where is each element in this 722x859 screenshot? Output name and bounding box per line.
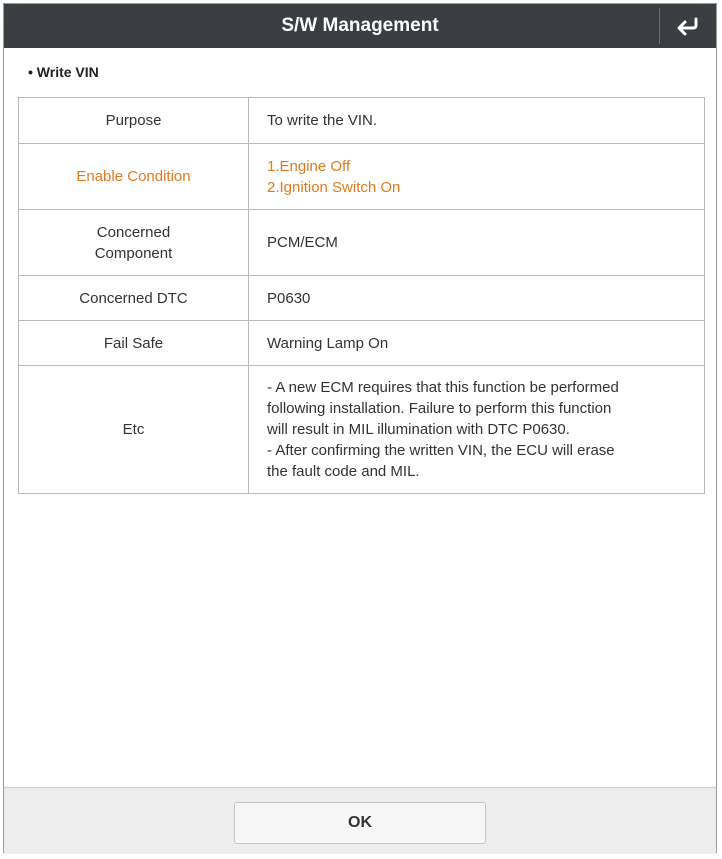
table-row [19,144,705,210]
ok-button[interactable]: OK [234,802,486,844]
row-value [249,210,705,276]
info-table [18,97,705,494]
label-line: Component [94,244,173,262]
row-value [249,98,705,144]
value-line: - A new ECM requires that this function be performed [267,379,619,396]
row-value [249,144,705,210]
section-label: • Write VIN [28,64,99,80]
row-value [249,366,705,494]
value-line: PCM/ECM [267,234,338,251]
value-line: 2.Ignition Switch On [267,178,401,196]
return-arrow-icon [675,16,701,36]
row-label: Etc [19,366,249,494]
page-title: S/W Management [281,15,439,36]
value-line: Warning Lamp On [267,334,389,352]
table-row [19,98,705,144]
row-label [19,210,249,276]
value-line: To write the VIN. [267,112,378,129]
table-row [19,366,705,494]
value-line: will result in MIL illumination with DTC P0630. [267,421,570,438]
row-label: Purpose [19,98,249,144]
row-label: Fail Safe [19,321,249,366]
dialog-footer [4,787,716,854]
dialog-window [3,3,717,853]
table-row [19,210,705,276]
row-label: Concerned DTC [19,276,249,321]
value-line: P0630 [267,289,311,307]
value-line: following installation. Failure to perform this function [267,400,612,417]
table-row [19,276,705,321]
value-line: - After confirming the written VIN, the ECU will erase [267,442,615,459]
label-line: Concerned [96,223,171,241]
row-value [249,321,705,366]
value-line: the fault code and MIL. [267,463,420,480]
row-value [249,276,705,321]
back-button[interactable] [660,4,716,48]
row-label-enable-condition: Enable Condition [19,144,249,210]
title-bar [4,4,716,48]
table-row [19,321,705,366]
value-line: 1.Engine Off [267,157,351,175]
